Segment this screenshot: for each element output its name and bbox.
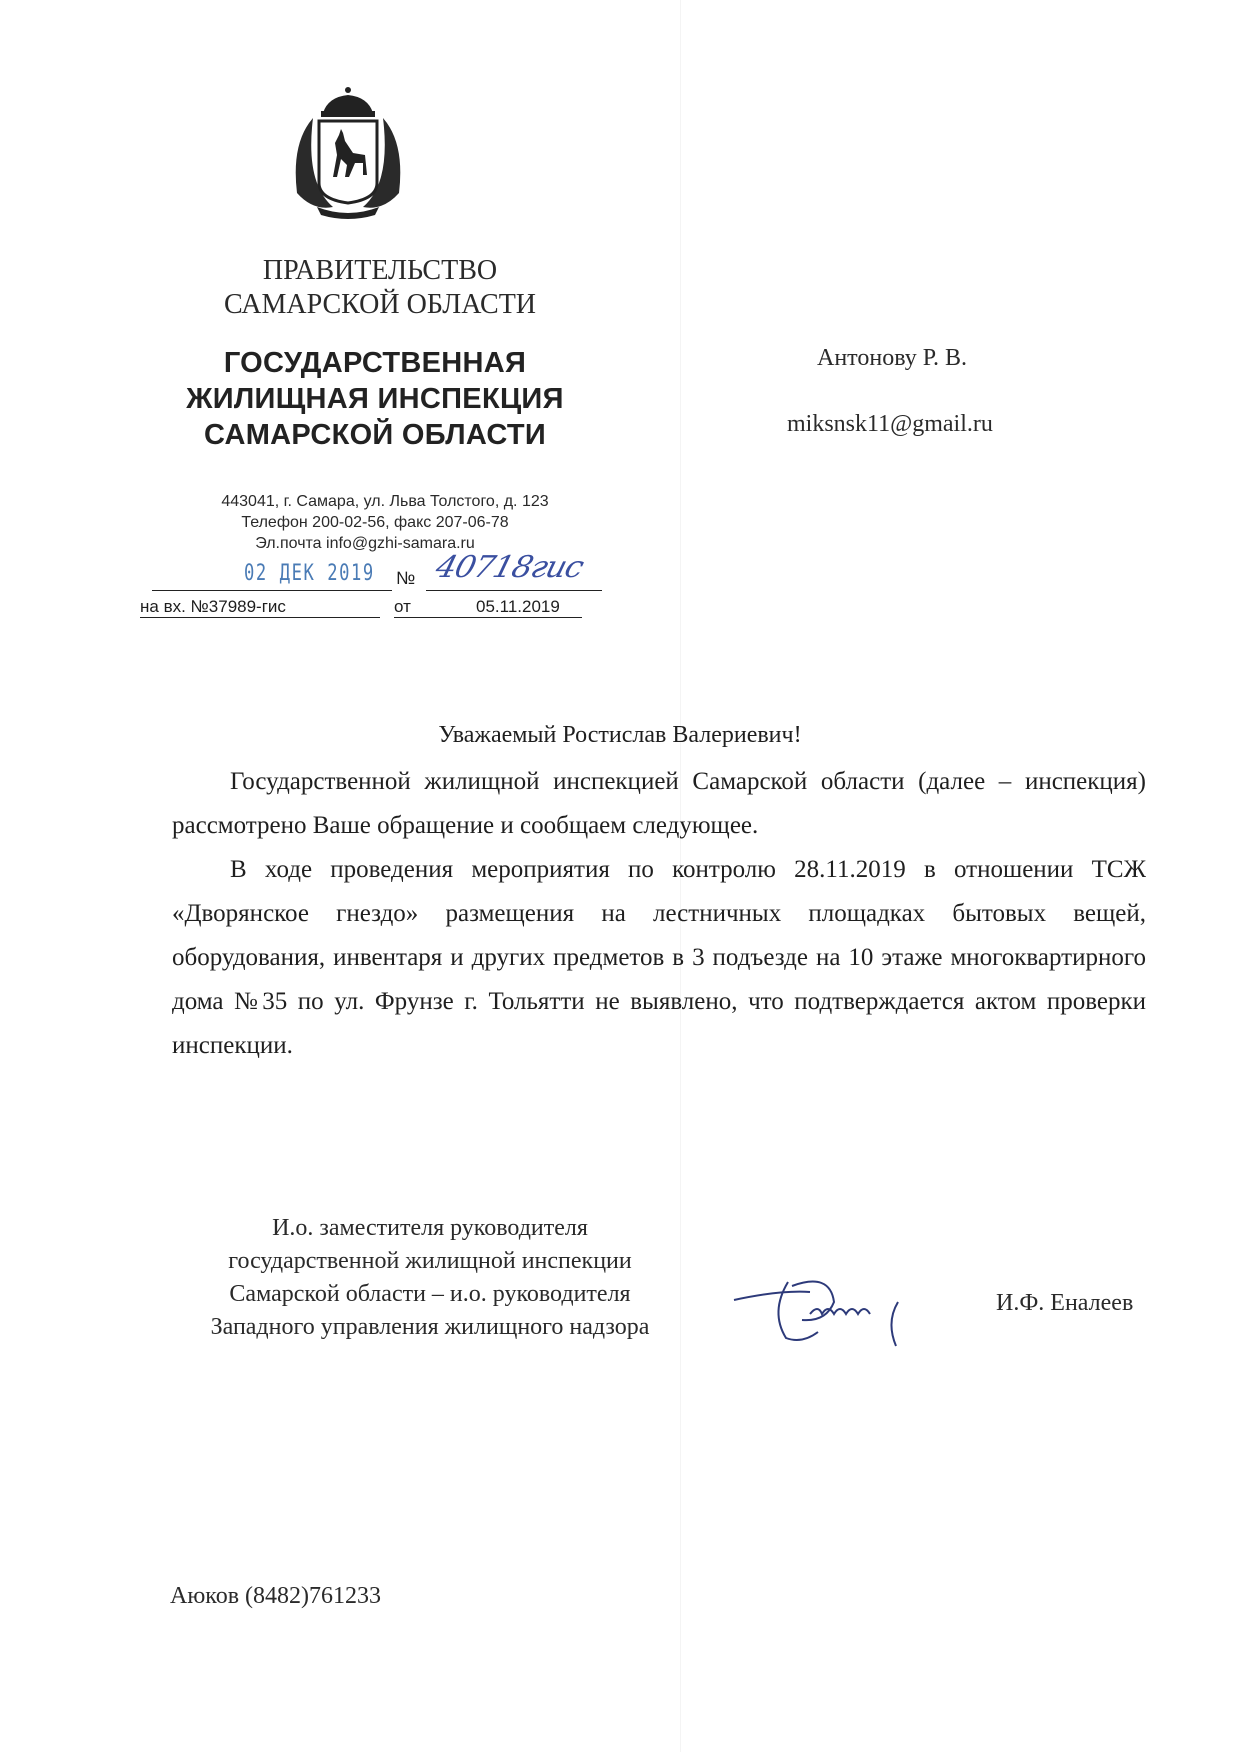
government-line-2: САМАРСКОЙ ОБЛАСТИ bbox=[223, 289, 537, 320]
agency-name-line-1: ГОСУДАРСТВЕННАЯ bbox=[223, 347, 527, 379]
body-paragraph-1 bbox=[172, 760, 1146, 848]
incoming-reference: на вх. №37989-гис bbox=[140, 597, 286, 616]
body-paragraph-2-text: В ходе проведения мероприятия по контролю 28.11.2019 в отношении ТСЖ «Дворянское гнездо» размещения на лестничных площадках бытовых вещей, оборудования, инвентаря и других предметов в 3 подъезде на 10 этаже многоквартирного дома №35 по ул. Фрунзе г. Тольятти не выявлено, что подтверждается актом проверки инспекции. bbox=[172, 856, 1146, 1059]
addressee-name: Антонову Р. В. bbox=[817, 345, 968, 371]
number-label: № bbox=[396, 568, 416, 588]
number-underline bbox=[426, 590, 602, 591]
handwritten-signature-icon bbox=[730, 1262, 950, 1352]
coat-of-arms-icon bbox=[283, 83, 413, 223]
signatory-title-line-3: Самарской области – и.о. руководителя bbox=[229, 1281, 631, 1307]
incoming-date: 05.11.2019 bbox=[476, 597, 560, 616]
signatory-title-line-1: И.о. заместителя руководителя bbox=[272, 1215, 588, 1241]
agency-address: 443041, г. Самара, ул. Льва Толстого, д. 123 bbox=[221, 493, 549, 510]
date-underline bbox=[152, 590, 392, 591]
executor-contact: Аюков (8482)761233 bbox=[170, 1583, 382, 1609]
greeting: Уважаемый Ростислав Валериевич! bbox=[438, 722, 802, 748]
incoming-date-underline bbox=[394, 617, 582, 618]
body-paragraph-1-text: Государственной жилищной инспекцией Самарской области (далее – инспекция) рассмотрено Ваше обращение и сообщаем следующее. bbox=[172, 768, 1146, 839]
signatory-title-line-4: Западного управления жилищного надзора bbox=[210, 1314, 650, 1340]
signatory-name: И.Ф. Еналеев bbox=[996, 1290, 1134, 1316]
agency-name-line-3: САМАРСКОЙ ОБЛАСТИ bbox=[203, 419, 547, 451]
body-paragraph-2 bbox=[172, 848, 1146, 1068]
addressee-email: miksnsk11@gmail.ru bbox=[787, 411, 993, 437]
from-label: от bbox=[394, 597, 411, 616]
agency-email: Эл.почта info@gzhi-samara.ru bbox=[255, 535, 475, 552]
signatory-title-line-2: государственной жилищной инспекции bbox=[228, 1248, 632, 1274]
government-line-1: ПРАВИТЕЛЬСТВО bbox=[262, 255, 498, 286]
agency-name-line-2: ЖИЛИЩНАЯ ИНСПЕКЦИЯ bbox=[186, 383, 564, 415]
date-stamp: 02 ДЕК 2019 bbox=[244, 561, 375, 586]
agency-phone: Телефон 200-02-56, факс 207-06-78 bbox=[241, 514, 509, 531]
incoming-underline bbox=[140, 617, 380, 618]
handwritten-outgoing-number: 40718гис bbox=[431, 550, 587, 585]
